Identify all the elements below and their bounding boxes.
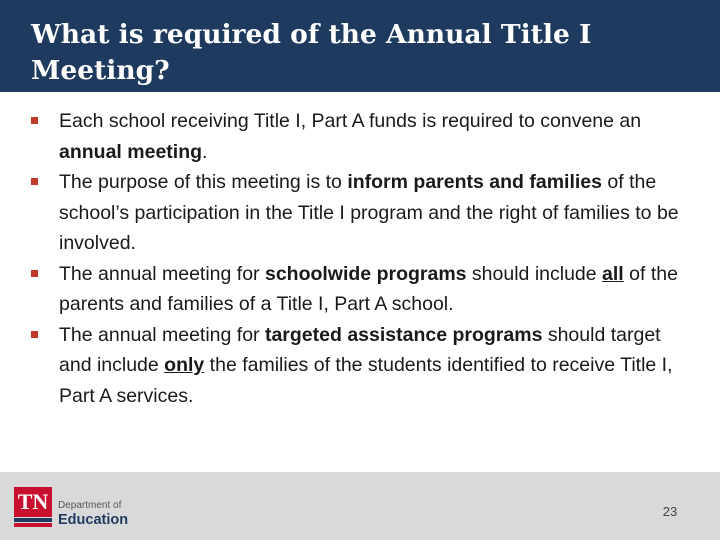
bullet-item-annual-meeting (30, 106, 690, 167)
page-number: 23 (662, 504, 678, 519)
logo-bar-blue (14, 518, 52, 522)
bullet-text: should target and include (59, 323, 661, 376)
title-line-2: Meeting? (31, 55, 170, 86)
bullet-text: The annual meeting for (59, 323, 265, 346)
tn-education-logo (14, 487, 134, 531)
bullet-item-schoolwide (30, 259, 690, 320)
bullet-text: should include (466, 262, 603, 285)
bullet-bold-text: schoolwide programs (264, 262, 467, 285)
bullet-underlined-text: all (602, 262, 624, 285)
logo-dept-name: Education (58, 512, 129, 528)
bullet-text: The annual meeting for (59, 262, 265, 285)
square-bullet-icon (31, 331, 38, 338)
bullet-text: of the parents and families of a Title I, Part A school. (59, 262, 678, 315)
bullet-bold-text: annual meeting (59, 140, 203, 163)
bullet-text: . (202, 140, 208, 163)
bullet-text: Each school receiving Title I, Part A funds is required to convene an (59, 110, 642, 132)
tn-logo-icon: TN (14, 487, 52, 517)
logo-dept-of: Department of (58, 500, 122, 511)
slide-header (0, 0, 720, 92)
bullet-underlined-text: only (164, 354, 205, 376)
slide-title (31, 17, 591, 89)
bullet-text: the families of the students identified to receive Title I, Part A services. (59, 354, 673, 407)
bullet-list (30, 106, 690, 411)
bullet-item-purpose (30, 167, 690, 259)
title-line-1: What is required of the Annual Title I (31, 19, 592, 50)
bullet-text: The purpose of this meeting is to (59, 171, 348, 193)
square-bullet-icon (31, 270, 38, 277)
bullet-bold-text: inform parents and families (347, 171, 602, 193)
logo-bar-red (14, 523, 52, 527)
square-bullet-icon (31, 117, 38, 124)
bullet-text: of the school’s participation in the Title I program and the right of families to be involved. (59, 171, 679, 254)
square-bullet-icon (31, 178, 38, 185)
bullet-bold-text: targeted assistance programs (264, 323, 543, 346)
bullet-item-targeted (30, 320, 690, 412)
